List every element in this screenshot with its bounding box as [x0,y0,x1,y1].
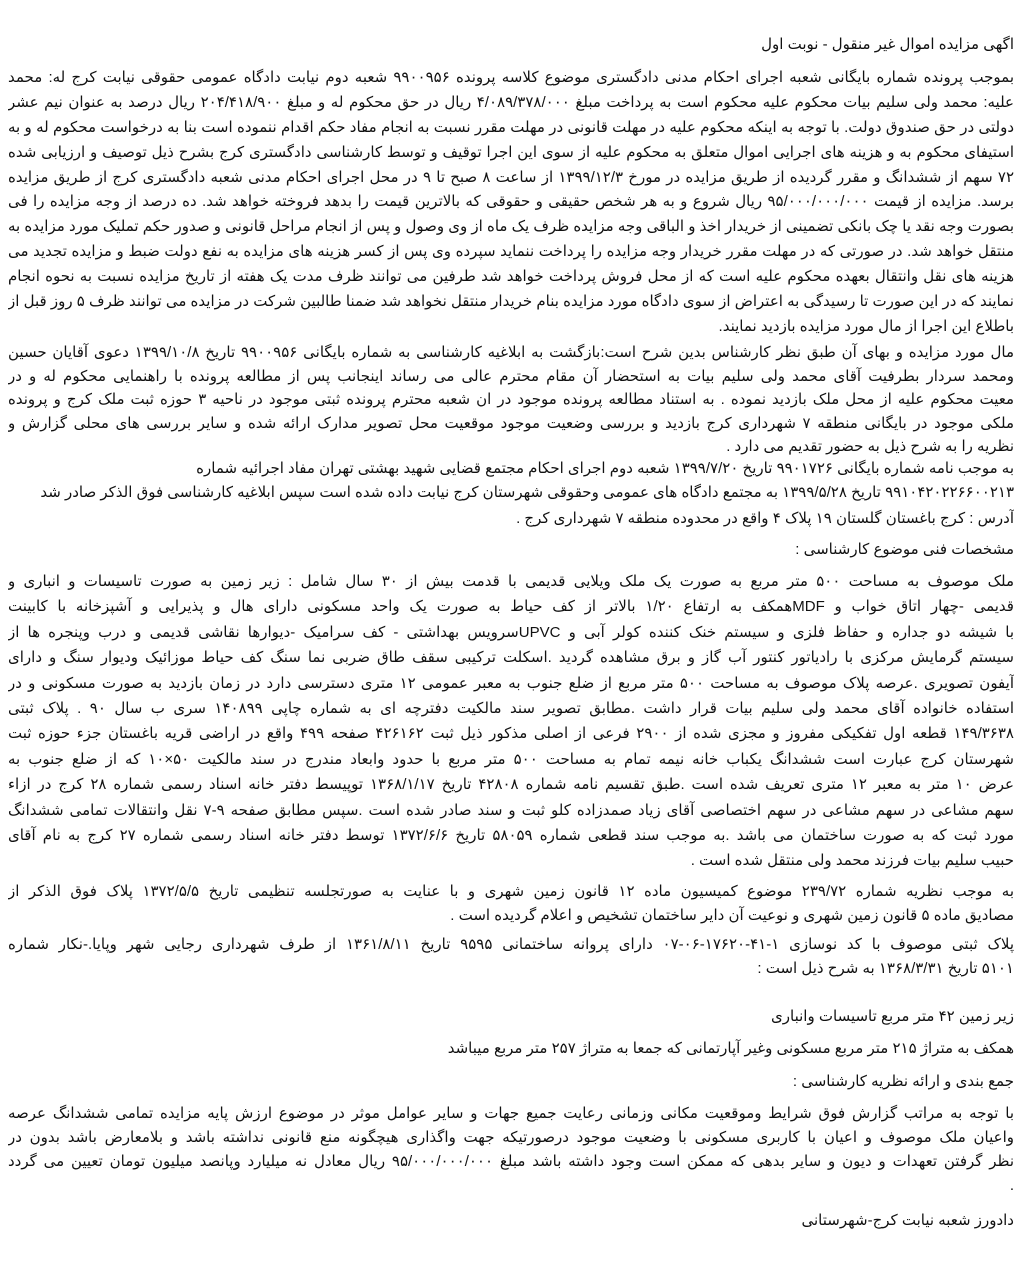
text-line: نظریه را به شرح ذیل به حضور تقدیم می دارد . [726,438,1014,455]
text-line: به موجب نامه شماره بایگانی ۹۹۰۱۷۲۶ تاریخ ۱۳۹۹/۷/۲۰ شعبه دوم اجرای احکام مجتمع قضایی شهید بهشتی تهران مفاد اجرائیه شماره [196,460,1014,477]
text-line: واعیان ملک موصوف و اعیان با کاربری مسکونی با وضعیت موجود درصورتیکه جهت واگذاری هیچگونه منع قانونی نداشته باشد و بلامعارض باشد بدون در [8,1129,1014,1146]
technical-specs-heading [8,538,1014,562]
text-line: جمع بندی و ارائه نظریه کارشناسی : [792,1073,1014,1090]
document-title [8,33,1014,57]
text-line: مشخصات فنی موضوع کارشناسی : [795,541,1014,558]
text-line: ۱۴۹/۳۶۳۸ قطعه اول تفکیکی مفروز و مجزی شده از ۲۹۰۰ فرعی از اصلی مذکور ذیل ثبت ۴۲۶۱۶۲ صفحه ۴۹۹ واقع در اراضی قریه باغستان جزء حوزه ثبت [8,725,1014,743]
text-line: ۹۹۱۰۴۲۰۲۲۶۶۰۰۲۱۳ تاریخ ۱۳۹۹/۵/۲۸ به مجتمع دادگاه های عمومی وحقوقی شهرستان کرج نیابت داده شده است سپس ابلاغیه کارشناسی فوق الذکر صادر شد [40,484,1014,501]
ground-floor-area-line [8,1037,1014,1061]
text-line: استیفای محکوم به و هزینه های اجرایی اموال متعلق به محکوم علیه از سوی این اجرا توقیف و توسط کارشناسی دادگستری کرج بشرح ذیل توصیف و ارزیابی شده [8,143,1014,161]
text-line: قدیمی -چهار اتاق خواب و MDFهمکف به ارتفاع ۱/۲۰ بالاتر از کف حیاط به صورت یک واحد مسکونی دارای هال و پذیرایی و آشپزخانه با کابینت [8,598,1014,616]
commission-opinion-paragraph [8,880,1014,927]
text-line: ۷۲ سهم از ششدانگ و مقرر گردیده از طریق مزایده در مورخ ۱۳۹۹/۱۲/۳ از ساعت ۸ صبح تا ۹ در محل اجرای احکام مدنی شعبه دادگستری کرج از طریق مزایده [8,168,1014,186]
auction-order-paragraph [8,66,1014,340]
text-line: دادورز شعبه نیابت کرج-شهرستانی [801,1212,1014,1229]
text-line: سیستم گرمایش مرکزی با رادیاتور کنتور آب گاز و برق مشاهده گردید .اسکلت ترکیبی سقف طاق ضربی نما سنگ کف حیاط موزائیک ودیوار سنگ و دارای [8,649,1014,667]
text-line: باطلاع این اجرا از مال مورد مزایده بازدید نمایند. [718,317,1014,335]
text-line: استفاده خانواده آقای محمد ولی سلیم بیات قرار داشت .مطابق تصویر سند مالکیت دفترچه ای به شماره چاپی ۱۴۰۸۹۹ سری ب سال ۹۰ . پلاک ثبتی [8,699,1014,717]
text-line: معیت محکوم علیه از محل ملک بازدید نموده . به استناد مطالعه پرونده موجود در ان شعبه محترم پرونده ثبتی موجود در ناحیه ۳ حوزه ثبت ملک کرج و پرونده [8,391,1014,408]
text-line: بصورت وجه نقد یا چک بانکی تضمینی از خریدار اخذ و الباقی وجه مزایده ظرف یک ماه از وی وصول و پس از انجام مراحل قانونی و صدور حکم تملیک مورد مزایده به [8,218,1014,236]
referral-letter-paragraph [8,457,1014,505]
text-line: مال مورد مزایده و بهای آن طبق نظر کارشناس بدین شرح است:بازگشت به ابلاغیه کارشناسی به شماره بایگانی ۹۹۰۰۹۵۶ تاریخ ۱۳۹۹/۱۰/۸ دعوی آقایان حسین [8,344,1014,361]
text-line: آدرس : کرج باغستان گلستان ۱۹ پلاک ۴ واقع در محدوده منطقه ۷ شهرداری کرج . [516,510,1014,527]
text-line: ملک موصوف به مساحت ۵۰۰ متر مربع به صورت یک ملک ویلایی قدیمی با قدمت بیش از ۳۰ سال شامل : زیر زمین به صورت تاسیسات و انباری و [8,573,1014,590]
expert-report-intro-paragraph [8,341,1014,459]
text-line: مصادیق ماده ۵ قانون زمین شهری و نوعیت آن دایر ساختمان تشخیص و اعلام گردیده است . [450,906,1014,924]
text-line: نمایند که در این صورت تا رسیدگی به اعتراض از سوی دادگاه مورد مزایده بنام خریدار منتقل نخواهد شد ضمنا طالبین شرکت در مزایده می توانند ظرف ۵ روز قبل از [8,293,1014,311]
basement-area-line [8,1005,1014,1029]
text-line: همکف به متراژ ۲۱۵ متر مربع مسکونی وغیر آپارتمانی که جمعا به متراژ ۲۵۷ متر مربع میباشد [447,1040,1014,1057]
title-text: اگهی مزایده اموال غیر منقول - نوبت اول [761,36,1014,53]
property-address [8,507,1014,531]
expert-valuation-paragraph [8,1102,1014,1198]
text-line: بموجب پرونده شماره بایگانی شعبه اجرای احکام مدنی دادگستری موضوع کلاسه پرونده ۹۹۰۰۹۵۶ شعبه دوم نیابت دادگاه عمومی حقوقی نیابت کرج له: محمد [8,69,1014,86]
text-line: برسد. مزایده از قیمت ۹۵/۰۰۰/۰۰۰/۰۰۰ ریال شروع و به هر شخص حقیقی و حقوقی که بالاترین قیمت را بدهد فروخته خواهد شد. ده درصد از وجه مزایده را فی [8,193,1014,211]
text-line: با توجه به مراتب گزارش فوق شرایط وموقعیت مکانی وزمانی رعایت جمیع جهات و سایر عوامل موثر در موضوع ارزش پایه مزایده تمامی ششدانگ عرصه [8,1105,1014,1122]
text-line: زیر زمین ۴۲ متر مربع تاسیسات وانباری [771,1008,1014,1025]
text-line: ۵۱۰۱ تاریخ ۱۳۶۸/۳/۳۱ به شرح ذیل است : [757,959,1014,977]
summary-heading [8,1070,1014,1094]
text-line: دولتی در حق صندوق دولت. با توجه به اینکه محکوم علیه در مهلت قانونی در مهلت مقرر نسبت به انجام مفاد حکم اقدام ننموده است بنا به درخواست محکوم له و به [8,118,1014,136]
text-line: نظر گرفتن تعهدات و دیون و سایر بدهی که ممکن است وجود داشته باشد مبلغ ۹۵/۰۰۰/۰۰۰/۰۰۰ ریال معادل نه میلیارد وپانصد میلیون تومان تعیین می گردد [8,1153,1014,1170]
text-line: عرض ۱۰ متر به معبر ۱۲ متری تعریف شده است .طبق تقسیم نامه شماره ۴۲۸۰۸ تاریخ ۱۳۶۸/۱/۱۷ توپیسط دفتر خانه اسناد رسمی شماره ۲۸ کرج در ازاء [8,776,1014,794]
text-line: . [1009,1177,1014,1194]
text-line: شهرستان کرج عبارت است ششدانگ یکباب خانه نیمه تمام به مساحت ۵۰۰ متر مربع با حدود وابعاد مندرج در سند مالکیت ۵۰×۱۰ که از ضلع جنوب به [8,750,1014,768]
text-line: ومحمد سردار بطرفیت آقای محمد ولی سلیم بیات به استحضار آن مقام محترم عالی می رساند اینجانب پس از مطالعه پرونده با راهنمایی محکوم له و در [8,367,1014,385]
building-permit-paragraph [8,933,1014,980]
text-line: مورد ثبت که به صورت ساختمان می باشد .به موجب سند قطعی شماره ۵۸۰۵۹ تاریخ ۱۳۷۲/۶/۶ توسط دفتر خانه اسناد رسمی شماره ۲۷ کرج به نام آقای [8,826,1014,844]
text-line: به موجب نظریه شماره ۲۳۹/۷۲ موضوع کمیسیون ماده ۱۲ قانون زمین شهری و با عنایت به صورتجلسه تنظیمی تاریخ ۱۳۷۲/۵/۵ پلاک فوق الذکر از [8,883,1014,900]
text-line: هزینه های نقل وانتقال بعهده محکوم علیه است که از محل فروش پرداخت خواهد شد طرفین می توانند ظرف مدت یک هفته از تاریخ مزایده نسبت به نحوه انجام [8,268,1014,286]
text-line: علیه: محمد ولی سلیم بیات محکوم علیه محکوم است به پرداخت مبلغ ۴/۰۸۹/۳۷۸/۰۰۰ ریال در حق محکوم له و مبلغ ۲۰۴/۴۱۸/۹۰۰ ریال درصد به عنوان نیم عشر [8,93,1014,111]
text-line: سهم مشاعی در سهم مشاعی در سهم اختصاصی آقای زیاد صمدزاده کلو ثبت و سند صادر شده است .سپس مطابق صفحه ۹-۷ نقل وانتقالات تمامی ششدانگ [8,801,1014,819]
signature-block [8,1208,1014,1234]
text-line: پلاک ثبتی موصوف با کد نوسازی ۱-۴۱-۱۷۶۲۰-۰۶-۰۷ دارای پروانه ساختمانی ۹۵۹۵ تاریخ ۱۳۶۱/۸/۱۱ از طرف شهرداری رجایی شهر وپایا.-نکار شماره [8,936,1014,953]
text-line: منتقل خواهد شد. در صورتی که در مهلت مقرر خریدار وجه مزایده را پرداخت ننماید سپرده وی پس از کسر هزینه های مزایده به نفع دولت ضبط و مزایده تجدید می [8,243,1014,261]
property-description-paragraph [8,569,1014,874]
text-line: آیفون تصویری .عرصه پلاک موصوف به مساحت ۵۰۰ متر مربع از ضلع جنوب به معبر عمومی ۱۲ متری دسترسی دارد در زمان بازدید به صورت مسکونی و در [8,674,1014,692]
text-line: با شیشه دو جداره و حفاظ فلزی و سیستم خنک کننده کولر آبی و UPVCسرویس بهداشتی - کف سرامیک -دیوارها نقاشی قدیمی و درب وپنجره ها از [8,623,1014,641]
text-line: حبیب سلیم بیات فرزند محمد ولی منتقل شده است . [690,852,1014,870]
text-line: ملکی موجود در بایگانی منطقه ۷ شهرداری کرج بازدید و بررسی وضعیت موجود موقعیت محل تصویر مدارک ارائه شده و سایر بررسی های محلی گزارش و [8,414,1014,432]
